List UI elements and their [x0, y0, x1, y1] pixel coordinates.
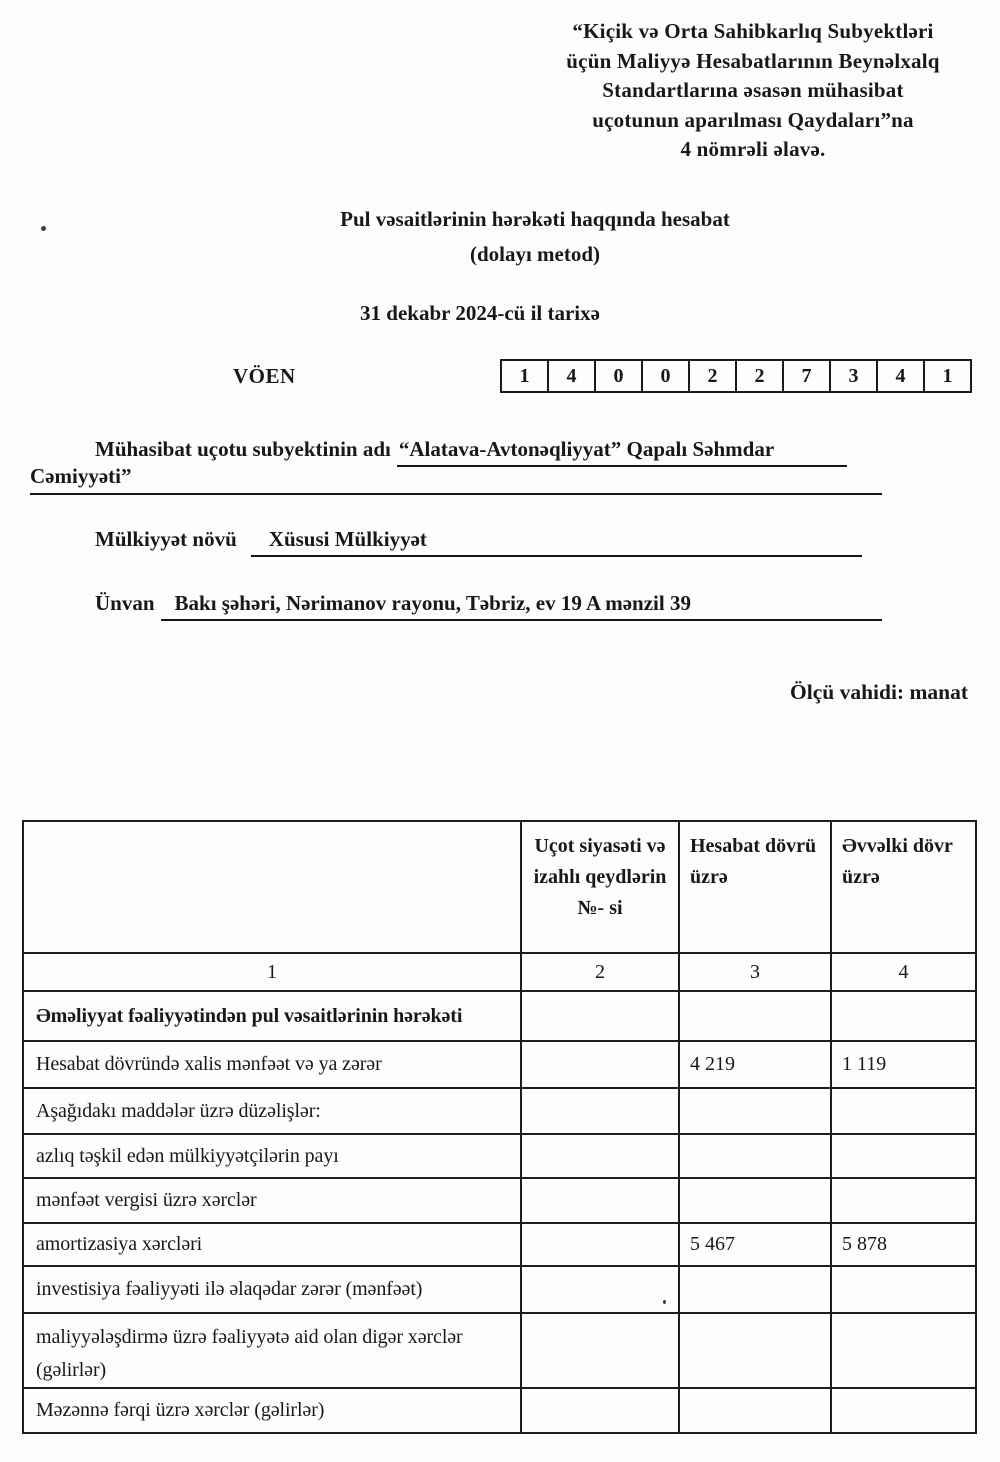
voen-digit: 2 [688, 359, 737, 393]
report-title-line1: Pul vəsaitlərinin hərəkəti haqqında hesabat [340, 207, 730, 231]
address-value: Bakı şəhəri, Nərimanov rayonu, Təbriz, ev 19 A mənzil 39 [161, 591, 882, 621]
table-row [23, 1313, 976, 1388]
table-row [23, 991, 976, 1041]
row-current-value [679, 1388, 831, 1433]
cash-flow-table [22, 820, 977, 1434]
row-notes [521, 1088, 679, 1134]
row-previous-value [831, 1088, 976, 1134]
voen-digit: 4 [547, 359, 596, 393]
table-row [23, 1223, 976, 1266]
row-notes [521, 1134, 679, 1178]
column-number: 3 [679, 953, 831, 991]
row-current-value [679, 1266, 831, 1313]
row-label: amortizasiya xərcləri [23, 1223, 521, 1266]
row-label: mənfəət vergisi üzrə xərclər [23, 1178, 521, 1223]
voen-digit: 2 [735, 359, 784, 393]
ownership-label: Mülkiyyət növü [95, 527, 237, 551]
row-notes [521, 1223, 679, 1266]
row-current-value [679, 1134, 831, 1178]
row-label: maliyyələşdirmə üzrə fəaliyyətə aid olan digər xərclər (gəlirlər) [23, 1313, 521, 1388]
row-current-value [679, 1088, 831, 1134]
row-previous-value [831, 1134, 976, 1178]
row-current-value: 5 467 [679, 1223, 831, 1266]
voen-digit: 4 [876, 359, 925, 393]
column-number: 2 [521, 953, 679, 991]
row-current-value: 4 219 [679, 1041, 831, 1088]
table-header-row [23, 821, 976, 953]
row-previous-value [831, 991, 976, 1041]
voen-digit: 0 [641, 359, 690, 393]
row-label: investisiya fəaliyyəti ilə əlaqədar zərər (mənfəət) [23, 1266, 521, 1313]
table-row [23, 1266, 976, 1313]
unit-note: Ölçü vahidi: manat [790, 680, 968, 704]
row-previous-value [831, 1266, 976, 1313]
scan-speck [663, 1300, 666, 1304]
report-date: 31 dekabr 2024-cü il tarixə [360, 301, 600, 325]
address-label: Ünvan [95, 591, 155, 615]
row-current-value [679, 991, 831, 1041]
regulation-note-line: uçotunun aparılması Qaydaları”na [592, 107, 914, 132]
column-number: 4 [831, 953, 976, 991]
header-cell-previous-period: Əvvəlki dövr üzrə [831, 821, 976, 953]
row-current-value [679, 1178, 831, 1223]
voen-digit: 7 [782, 359, 831, 393]
voen-digit-boxes [500, 359, 972, 393]
voen-label: VÖEN [233, 364, 296, 388]
table-row [23, 1388, 976, 1433]
voen-digit: 1 [923, 359, 972, 393]
report-title [235, 202, 835, 272]
column-number: 1 [23, 953, 521, 991]
regulation-note-line: “Kiçik və Orta Sahibkarlıq Subyektləri [572, 19, 934, 43]
row-label: azlıq təşkil edən mülkiyyətçilərin payı [23, 1134, 521, 1178]
row-label: Məzənnə fərqi üzrə xərclər (gəlirlər) [23, 1388, 521, 1433]
subject-name-value: “Alatava-Avtonəqliyyat” Qapalı Səhmdar [397, 437, 847, 467]
regulation-note-line: Standartlarına əsasən mühasibat [602, 78, 904, 102]
row-notes [521, 1041, 679, 1088]
row-notes [521, 1178, 679, 1223]
table-row [23, 1178, 976, 1223]
header-cell-notes: Uçot siyasəti və izahlı qeydlərin №- si [521, 821, 679, 953]
table-row [23, 1088, 976, 1134]
header-cell-empty [23, 821, 521, 953]
ownership-line [95, 527, 862, 557]
regulation-note-line: 4 nömrəli əlavə. [680, 137, 826, 161]
row-notes [521, 1266, 679, 1313]
ownership-value: Xüsusi Mülkiyyət [251, 527, 862, 557]
row-label: Əməliyyat fəaliyyətindən pul vəsaitlərinin hərəkəti [23, 991, 521, 1041]
subject-name-line2: Cəmiyyəti” [30, 464, 882, 495]
header-cell-current-period: Hesabat dövrü üzrə [679, 821, 831, 953]
address-line [95, 591, 882, 621]
row-notes [521, 1388, 679, 1433]
table-row [23, 1041, 976, 1088]
table-row [23, 1134, 976, 1178]
regulation-note-line: üçün Maliyyə Hesabatlarının Beynəlxalq [566, 48, 940, 73]
row-previous-value: 1 119 [831, 1041, 976, 1088]
subject-name-label: Mühasibat uçotu subyektinin adı [95, 437, 391, 461]
row-previous-value [831, 1178, 976, 1223]
regulation-note [518, 17, 988, 165]
report-title-line2: (dolayı metod) [469, 242, 601, 266]
column-number-row [23, 953, 976, 991]
row-current-value [679, 1313, 831, 1388]
row-previous-value [831, 1313, 976, 1388]
row-label: Hesabat dövründə xalis mənfəət və ya zərər [23, 1041, 521, 1088]
voen-digit: 1 [500, 359, 549, 393]
scan-speck [41, 226, 46, 231]
voen-digit: 3 [829, 359, 878, 393]
row-notes [521, 991, 679, 1041]
row-previous-value: 5 878 [831, 1223, 976, 1266]
row-previous-value [831, 1388, 976, 1433]
voen-digit: 0 [594, 359, 643, 393]
row-notes [521, 1313, 679, 1388]
row-label: Aşağıdakı maddələr üzrə düzəlişlər: [23, 1088, 521, 1134]
subject-name-line1 [95, 437, 847, 467]
